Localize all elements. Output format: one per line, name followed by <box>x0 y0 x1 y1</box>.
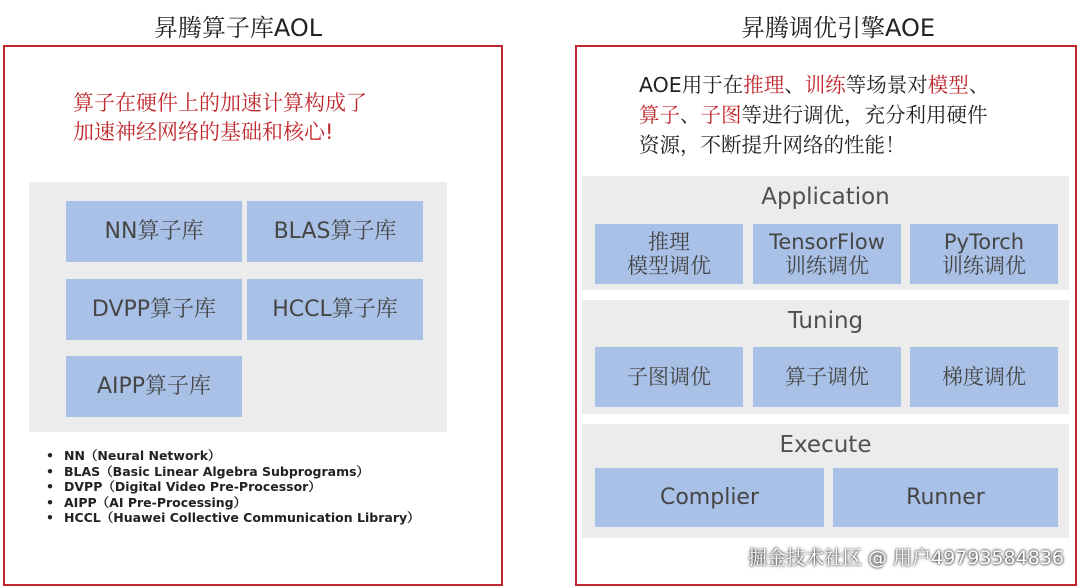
watermark: 掘金技术社区 @ 用户49793584836 <box>747 547 1064 569</box>
legend-item: • AIPP（AI Pre-Processing） <box>46 494 247 510</box>
app-box-pytorch: PyTorch 训练调优 <box>910 224 1058 284</box>
aoe-description-line3: 资源，不断提升网络的性能！ <box>639 133 906 157</box>
abbreviation-legend <box>46 448 420 526</box>
execute-box-runner: Runner <box>833 468 1058 527</box>
execute-layer-title: Execute <box>779 432 872 458</box>
library-box-blas: BLAS算子库 <box>247 201 423 262</box>
tuning-box-operator: 算子调优 <box>753 347 901 407</box>
application-layer-title: Application <box>761 184 890 210</box>
library-box-nn: NN算子库 <box>66 201 242 262</box>
aol-headline <box>73 89 367 147</box>
aol-headline-line2: 加速神经网络的基础和核心! <box>73 120 334 144</box>
legend-item: • HCCL（Huawei Collective Communication Library） <box>46 510 420 526</box>
tuning-box-subgraph: 子图调优 <box>595 347 743 407</box>
legend-item: • DVPP（Digital Video Pre-Processor） <box>46 479 321 495</box>
execute-box-complier: Complier <box>595 468 824 527</box>
legend-item: • NN（Neural Network） <box>46 448 221 463</box>
legend-item: • BLAS（Basic Linear Algebra Subprograms） <box>46 463 370 479</box>
library-box-dvpp: DVPP算子库 <box>66 279 242 340</box>
aoe-description-line2: 算子、子图等进行调优，充分利用硬件 <box>639 103 988 127</box>
aol-title: 昇腾算子库AOL <box>153 14 323 42</box>
aol-panel <box>3 45 503 586</box>
aoe-title: 昇腾调优引擎AOE <box>740 14 936 42</box>
library-box-hccl: HCCL算子库 <box>247 279 423 340</box>
tuning-layer-title: Tuning <box>787 308 864 334</box>
library-box-aipp: AIPP算子库 <box>66 356 242 417</box>
tuning-box-gradient: 梯度调优 <box>910 347 1058 407</box>
app-box-tensorflow: TensorFlow 训练调优 <box>753 224 901 284</box>
aol-headline-line1: 算子在硬件上的加速计算构成了 <box>73 91 367 115</box>
aoe-description-line1: AOE用于在推理、训练等场景对模型、 <box>639 73 990 97</box>
app-box-inference: 推理 模型调优 <box>595 224 743 284</box>
aoe-description <box>639 70 989 160</box>
aoe-panel <box>575 45 1077 586</box>
